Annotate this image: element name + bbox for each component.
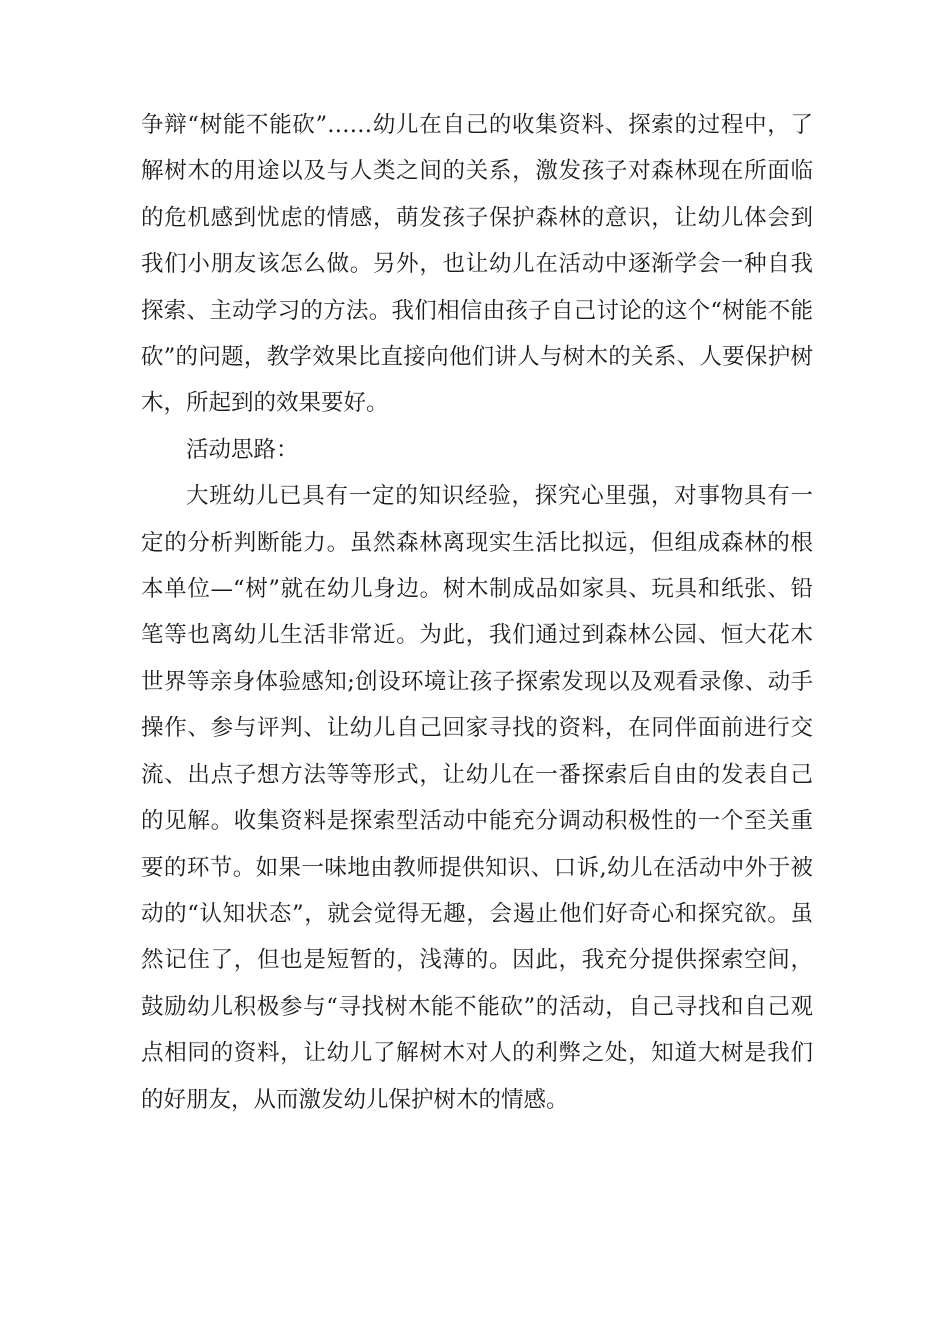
- paragraph-intro: 争辩“树能不能砍”……幼儿在自己的收集资料、探索的过程中，了解树木的用途以及与人类之间的关系，激发孩子对森林现在所面临的危机感到忧虑的情感，萌发孩子保护森林的意识，让幼儿体会到我们小朋友该怎么做。另外，也让幼儿在活动中逐渐学会一种自我探索、主动学习的方法。我们相信由孩子自己讨论的这个“树能不能砍”的问题，教学效果比直接向他们讲人与树木的关系、人要保护树木，所起到的效果要好。: [141, 112, 813, 417]
- document-body: [141, 102, 813, 1123]
- section-heading-activity-approach: 活动思路：: [186, 436, 299, 463]
- paragraph-activity-approach: 大班幼儿已具有一定的知识经验，探究心里强，对事物具有一定的分析判断能力。虽然森林离现实生活比拟远，但组成森林的根本单位—“树”就在幼儿身边。树木制成品如家具、玩具和纸张、铅笔等也离幼儿生活非常近。为此，我们通过到森林公园、恒大花木世界等亲身体验感知;创设环境让孩子探索发现以及观看录像、动手操作、参与评判、让幼儿自己回家寻找的资料，在同伴面前进行交流、出点子想方法等等形式，让幼儿在一番探索后自由的发表自己的见解。收集资料是探索型活动中能充分调动积极性的一个至关重要的环节。如果一味地由教师提供知识、口诉,幼儿在活动中外于被动的“认知状态”，就会觉得无趣，会遏止他们好奇心和探究欲。虽然记住了，但也是短暂的，浅薄的。因此，我充分提供探索空间，鼓励幼儿积极参与“寻找树木能不能砍”的活动，自己寻找和自己观点相同的资料，让幼儿了解树木对人的利弊之处，知道大树是我们的好朋友，从而激发幼儿保护树木的情感。: [141, 483, 813, 1113]
